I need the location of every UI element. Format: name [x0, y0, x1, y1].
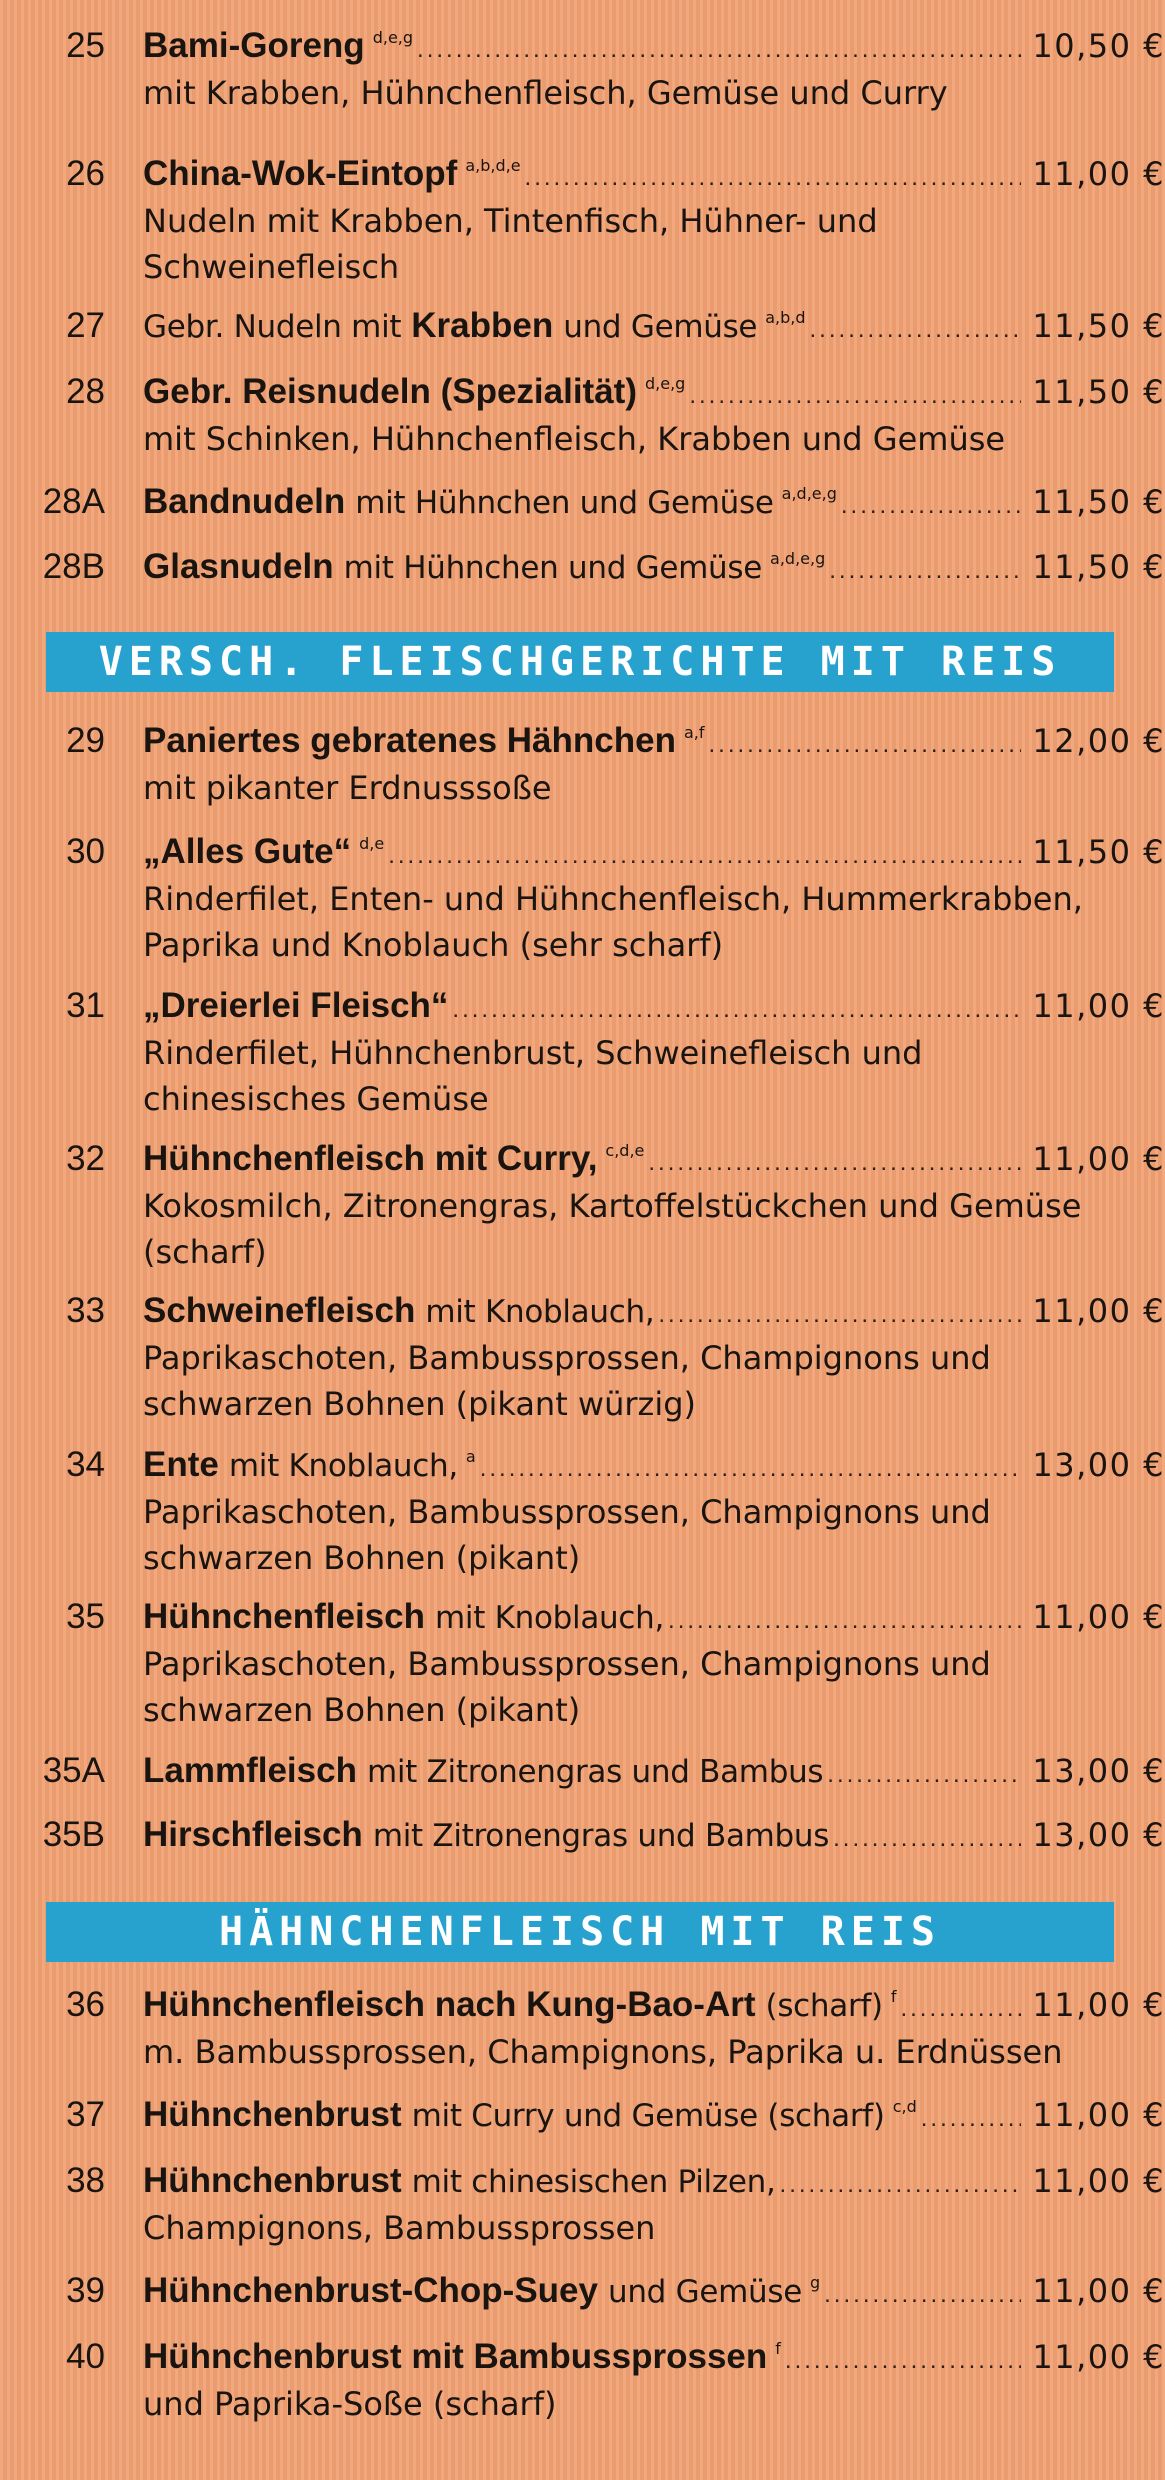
menu-item-title: [143, 1811, 829, 1860]
menu-item-description: Rinderfilet, Hühnchenbrust, Schweinefleisch und chinesisches Gemüse: [143, 1034, 923, 1118]
dot-leader: [417, 26, 1021, 74]
menu-item-title: [143, 368, 685, 422]
section-banner-fleischgerichte: VERSCH. FLEISCHGERICHTE MIT REIS: [46, 632, 1114, 692]
menu-item-line: [0, 543, 1165, 591]
menu-item: [0, 478, 1165, 526]
menu-item-number: 29: [66, 721, 105, 760]
menu-item-title: [143, 302, 806, 356]
dot-leader: [810, 306, 1021, 354]
menu-item-title: [143, 717, 705, 771]
menu-item: [0, 1287, 1165, 1427]
menu-item-price: 11,50 €: [1032, 483, 1165, 521]
menu-item-name-bold: Hühnchenbrust-Chop-Suey: [143, 2271, 598, 2310]
menu-item-price: 10,50 €: [1032, 27, 1165, 65]
menu-item-price: 13,00 €: [1032, 1752, 1165, 1790]
menu-item-name-bold: Krabben: [411, 306, 554, 345]
menu-item-title: [143, 828, 384, 882]
menu-item-price: 11,50 €: [1032, 373, 1165, 411]
dot-leader: [780, 2161, 1021, 2209]
menu-item: [0, 828, 1165, 968]
menu-item-name-text: mit Knoblauch,: [434, 1600, 665, 1636]
dot-leader: [829, 547, 1021, 595]
menu-item-name-bold: Gebr. Reisnudeln (Spezialität): [143, 372, 637, 411]
dot-leader: [827, 1751, 1021, 1799]
menu-item: [0, 2157, 1165, 2251]
menu-item-line: [0, 2091, 1165, 2139]
menu-item-title: [143, 1593, 664, 1642]
menu-item-price: 11,50 €: [1032, 548, 1165, 586]
menu-item-name-text: mit chinesischen Pilzen,: [411, 2164, 776, 2200]
menu-item: [0, 2333, 1165, 2427]
menu-item-line: [0, 368, 1165, 416]
menu-item-price: 11,00 €: [1032, 1292, 1165, 1330]
menu-item-name-bold: Hühnchenbrust mit Bambussprossen: [143, 2337, 768, 2376]
allergen-codes: a,d,e,g: [770, 549, 826, 568]
allergen-codes: a,b,d,e: [465, 156, 521, 175]
menu-item: [0, 2091, 1165, 2139]
menu-item-price: 13,00 €: [1032, 1446, 1165, 1484]
menu-item-number: 34: [66, 1445, 105, 1484]
menu-item-title: [143, 1747, 823, 1796]
menu-item: [0, 1747, 1165, 1795]
menu-item-price: 11,00 €: [1032, 155, 1165, 193]
menu-item-title: [143, 2333, 781, 2387]
menu-item-description: Champignons, Bambussprossen: [143, 2209, 656, 2247]
menu-item-name-bold: Lammfleisch: [143, 1751, 357, 1790]
menu-item-title: [143, 150, 521, 204]
dot-leader: [689, 372, 1021, 420]
menu-item-title: [143, 982, 448, 1030]
menu-item-number: 28B: [42, 547, 105, 586]
menu-item-title: [143, 1287, 654, 1336]
menu-item-number: 32: [66, 1139, 105, 1178]
menu-item-number: 39: [66, 2271, 105, 2310]
menu-item-title: [143, 2091, 917, 2145]
allergen-codes: f: [775, 2339, 781, 2358]
menu-item-name-bold: „Dreierlei Fleisch“: [143, 986, 449, 1025]
dot-leader: [833, 1815, 1021, 1863]
allergen-codes: a: [465, 1447, 476, 1466]
menu-item: [0, 302, 1165, 350]
menu-item-number: 25: [66, 26, 105, 65]
menu-item-title: [143, 478, 837, 532]
menu-item-number: 30: [66, 832, 105, 871]
menu-item-number: 38: [66, 2161, 105, 2200]
menu-item-price: 13,00 €: [1032, 1816, 1165, 1854]
menu-item-name-text: mit Zitronengras und Bambus: [366, 1754, 824, 1790]
menu-item-number: 35A: [42, 1751, 105, 1790]
menu-item-name-bold: Hirschfleisch: [143, 1815, 363, 1854]
menu-item-name-bold: „Alles Gute“: [143, 832, 352, 871]
dot-leader: [658, 1291, 1021, 1339]
menu-item-line: [0, 717, 1165, 765]
dot-leader: [921, 2095, 1021, 2143]
dot-leader: [709, 721, 1022, 769]
menu-item-price: 12,00 €: [1032, 722, 1165, 760]
menu-item-price: 11,00 €: [1032, 2272, 1165, 2310]
menu-item: [0, 1811, 1165, 1859]
menu-item-number: 33: [66, 1291, 105, 1330]
menu-item-line: [0, 2157, 1165, 2205]
menu-item-price: 11,50 €: [1032, 833, 1165, 871]
menu-item-line: [0, 2333, 1165, 2381]
menu-item-price: 11,00 €: [1032, 1598, 1165, 1636]
dot-leader: [648, 1139, 1021, 1187]
menu-item: [0, 150, 1165, 290]
menu-item-line: [0, 1441, 1165, 1489]
menu-item-title: [143, 1135, 644, 1189]
menu-item-name-bold: Hühnchenbrust: [143, 2161, 402, 2200]
menu-item-line: [0, 1287, 1165, 1335]
menu-item-description: Nudeln mit Krabben, Tintenfisch, Hühner- und Schweinefleisch: [143, 202, 878, 286]
menu-item-number: 31: [66, 986, 105, 1025]
menu-item-number: 40: [66, 2337, 105, 2376]
menu-item: [0, 717, 1165, 811]
menu-item-price: 11,00 €: [1032, 987, 1165, 1025]
menu-item-name-bold: Glasnudeln: [143, 547, 334, 586]
menu-item-line: [0, 1981, 1165, 2029]
menu-item-name-text: mit Hühnchen und Gemüse: [355, 485, 774, 521]
menu-item-name-bold: Schweinefleisch: [143, 1291, 416, 1330]
menu-item-line: [0, 150, 1165, 198]
allergen-codes: a,d,e,g: [781, 484, 837, 503]
menu-item-description: Paprikaschoten, Bambussprossen, Champignons und schwarzen Bohnen (pikant): [143, 1493, 991, 1577]
menu-item-line: [0, 1593, 1165, 1641]
menu-item-name-text: und Gemüse: [563, 309, 758, 345]
menu-item-description: m. Bambussprossen, Champignons, Paprika u. Erdnüssen: [143, 2033, 1063, 2071]
menu-item-line: [0, 2267, 1165, 2315]
menu-item-description: Rinderfilet, Enten- und Hühnchenfleisch, Hummerkrabben, Paprika und Knoblauch (sehr scharf): [143, 880, 1083, 964]
menu-item-name-bold: Bami-Goreng: [143, 26, 365, 65]
menu-item-number: 35B: [42, 1815, 105, 1854]
menu-item-name-bold: Paniertes gebratenes Hähnchen: [143, 721, 676, 760]
menu-item-number: 28A: [42, 482, 105, 521]
menu-item-title: [143, 22, 413, 76]
menu-item-price: 11,00 €: [1032, 2338, 1165, 2376]
menu-item: [0, 1441, 1165, 1581]
menu-item-name-text: mit Hühnchen und Gemüse: [343, 550, 763, 586]
allergen-codes: d,e,g: [372, 28, 414, 47]
menu-item-number: 26: [66, 154, 105, 193]
menu-item-number: 27: [66, 306, 105, 345]
dot-leader: [668, 1597, 1021, 1645]
menu-item-line: [0, 828, 1165, 876]
menu-item-line: [0, 1747, 1165, 1795]
menu-item-description: mit pikanter Erdnusssoße: [143, 769, 552, 807]
allergen-codes: a,f: [683, 723, 705, 742]
menu-item-description: und Paprika-Soße (scharf): [143, 2385, 557, 2423]
menu-item-name-text: mit Knoblauch,: [425, 1294, 655, 1330]
menu-item-name-bold: Hühnchenfleisch mit Curry,: [143, 1139, 598, 1178]
menu-item: [0, 543, 1165, 591]
menu-item-price: 11,00 €: [1032, 2096, 1165, 2134]
menu-item-title: [143, 1981, 896, 2035]
menu-item-price: 11,50 €: [1032, 307, 1165, 345]
menu-item-number: 36: [66, 1985, 105, 2024]
menu-item-name-text: mit Zitronengras und Bambus: [372, 1818, 830, 1854]
menu-item-line: [0, 982, 1165, 1030]
menu-item-name-bold: Hühnchenfleisch: [143, 1597, 425, 1636]
dot-leader: [452, 986, 1021, 1034]
menu-item: [0, 368, 1165, 462]
menu-item-title: [143, 1441, 476, 1495]
menu-item-price: 11,00 €: [1032, 1986, 1165, 2024]
menu-item-name-text: mit Knoblauch,: [228, 1448, 458, 1484]
menu-item: [0, 982, 1165, 1122]
menu-item-name-text: Gebr. Nudeln mit: [143, 309, 402, 345]
menu-item-line: [0, 22, 1165, 70]
menu-item-name-bold: Ente: [143, 1445, 219, 1484]
dot-leader: [785, 2337, 1021, 2385]
menu-item: [0, 1593, 1165, 1733]
menu-item: [0, 22, 1165, 116]
allergen-codes: c,d: [892, 2097, 917, 2116]
menu-item-name-text: mit Curry und Gemüse (scharf): [411, 2098, 885, 2134]
menu-item-number: 37: [66, 2095, 105, 2134]
menu-item-number: 35: [66, 1597, 105, 1636]
menu-item-name-text: und Gemüse: [607, 2274, 802, 2310]
dot-leader: [525, 154, 1021, 202]
allergen-codes: d,e,g: [644, 374, 686, 393]
allergen-codes: c,d,e: [605, 1141, 645, 1160]
menu-item-line: [0, 1811, 1165, 1859]
menu-item: [0, 1135, 1165, 1275]
dot-leader: [480, 1445, 1021, 1493]
menu-item-name-bold: Hühnchenfleisch nach Kung-Bao-Art: [143, 1985, 756, 2024]
dot-leader: [841, 482, 1021, 530]
dot-leader: [824, 2271, 1021, 2319]
menu-item-name-bold: Bandnudeln: [143, 482, 346, 521]
menu-item-line: [0, 302, 1165, 350]
menu-item-description: mit Krabben, Hühnchenfleisch, Gemüse und Curry: [143, 74, 948, 112]
allergen-codes: d,e: [359, 834, 385, 853]
allergen-codes: g: [809, 2273, 821, 2292]
menu-item-number: 28: [66, 372, 105, 411]
menu-item-description: Paprikaschoten, Bambussprossen, Champignons und schwarzen Bohnen (pikant): [143, 1645, 991, 1729]
menu-item-name-bold: China-Wok-Eintopf: [143, 154, 458, 193]
menu-item-description: mit Schinken, Hühnchenfleisch, Krabben und Gemüse: [143, 420, 1006, 458]
menu-item-title: [143, 543, 825, 597]
menu-item-line: [0, 1135, 1165, 1183]
menu-item: [0, 2267, 1165, 2315]
menu-item-line: [0, 478, 1165, 526]
dot-leader: [900, 1985, 1021, 2033]
menu-item-name-bold: Hühnchenbrust: [143, 2095, 402, 2134]
menu-item-name-text: (scharf): [765, 1988, 883, 2024]
menu-item-title: [143, 2267, 820, 2321]
section-banner-haehnchenfleisch: HÄHNCHENFLEISCH MIT REIS: [46, 1902, 1114, 1962]
menu-item: [0, 1981, 1165, 2075]
menu-item-description: Kokosmilch, Zitronengras, Kartoffelstückchen und Gemüse (scharf): [143, 1187, 1082, 1271]
menu-item-price: 11,00 €: [1032, 2162, 1165, 2200]
menu-item-price: 11,00 €: [1032, 1140, 1165, 1178]
menu-item-description: Paprikaschoten, Bambussprossen, Champignons und schwarzen Bohnen (pikant würzig): [143, 1339, 991, 1423]
menu-item-title: [143, 2157, 776, 2206]
allergen-codes: f: [890, 1987, 897, 2006]
dot-leader: [388, 832, 1021, 880]
allergen-codes: a,b,d: [765, 308, 806, 327]
